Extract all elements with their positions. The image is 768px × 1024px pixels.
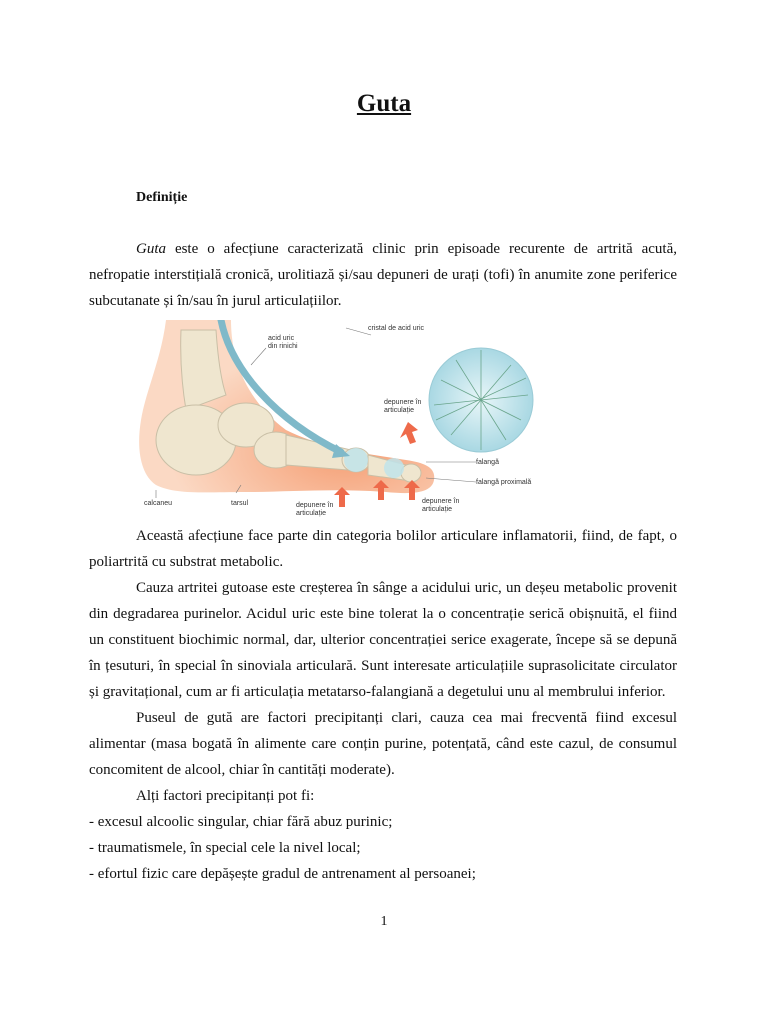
gout-foot-illustration xyxy=(136,320,540,520)
paragraph-2: Cauza artritei gutoase este creșterea în sânge a acidului uric, un deșeu metabolic provenit din degradarea purinelor. Acidul uric este bine tolerat la o concentrație serică obișnuită, el fiind un constituent biochimic normal, dar, ulterior concentrației serice exagerate, începe să se depună în țesuturi, în special în sinoviala articulară. Sunt interesate articulațiile suprasolicitate circulator și gravitațional, cum ar fi articulația metatarso-falangiană a degetului unu al membrului inferior. xyxy=(89,580,677,700)
definition-paragraph xyxy=(89,236,677,314)
paragraph-1: Această afecțiune face parte din categoria bolilor articulare inflamatorii, fiind, de fapt, o poliartrită cu substrat metabolic. xyxy=(89,528,677,570)
joint-deposit-1 xyxy=(344,448,368,472)
section-heading: Definiție xyxy=(136,190,188,205)
label-crystal: cristal de acid uric xyxy=(368,325,425,332)
page-number: 1 xyxy=(380,914,388,929)
definition-term: Guta xyxy=(136,241,166,257)
label-acid-uric-1: acid uric xyxy=(268,335,295,342)
label-deposit-top-1: depunere în xyxy=(384,399,422,406)
joint-deposit-2 xyxy=(384,458,404,478)
label-deposit-bottom-2b: articulație xyxy=(422,506,452,513)
list-item: - excesul alcoolic singular, chiar fără abuz purinic; xyxy=(89,814,393,830)
label-falanga-proximala: falangă proximală xyxy=(476,479,532,486)
label-tarsul: tarsul xyxy=(231,500,249,507)
list-item: - efortul fizic care depășește gradul de antrenament al persoanei; xyxy=(89,866,476,882)
label-acid-uric-2: din rinichi xyxy=(268,343,298,350)
label-deposit-top-2: articulație xyxy=(384,407,414,414)
label-deposit-bottom-1b: articulație xyxy=(296,510,326,517)
foot-bones xyxy=(156,330,421,482)
paragraph-4: Alți factori precipitanți pot fi: xyxy=(136,788,315,804)
label-falanga: falangă xyxy=(476,459,499,466)
label-deposit-bottom-1a: depunere în xyxy=(296,502,334,509)
watermark: referat-uman.com xyxy=(321,370,393,380)
document-title: Guta xyxy=(356,90,412,117)
paragraph-3: Puseul de gută are factori precipitanți clari, cauza cea mai frecventă fiind excesul alimentar (masa bogată în alimente care conțin purine, potențată, când este cazul, de consumul concomitent de alcool, chiar în cantități moderate). xyxy=(89,710,677,778)
list-item: - traumatismele, în special cele la nivel local; xyxy=(89,840,361,856)
definition-text: este o afecțiune caracterizată clinic prin episoade recurente de artrită acută, nefropatie interstițială cronică, urolitiază și/sau depuneri de urați (tofi) în anumite zone periferice subcutanate și în/sau în jurul articulațiilor. xyxy=(89,241,677,309)
label-deposit-bottom-2a: depunere în xyxy=(422,498,460,505)
label-calcaneu: calcaneu xyxy=(144,500,173,507)
